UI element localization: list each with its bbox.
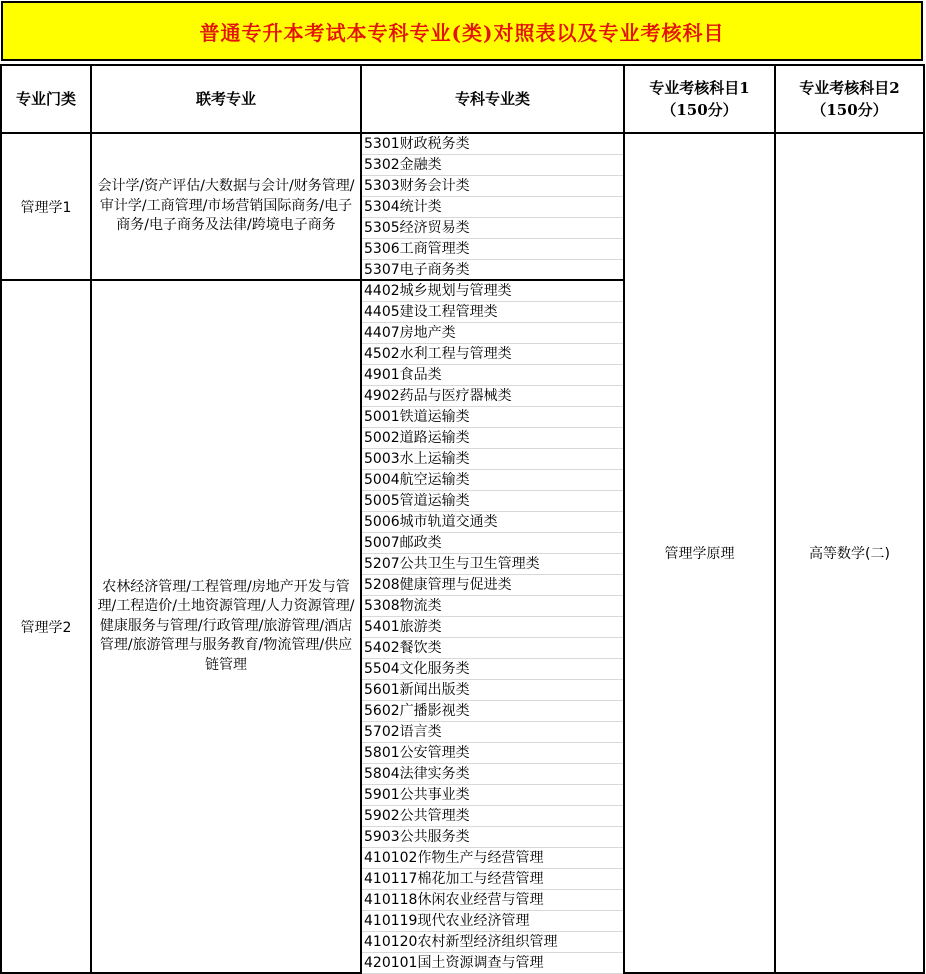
college-major-row: 4902药品与医疗器械类 — [362, 386, 623, 407]
college-major-row: 5305经济贸易类 — [362, 218, 623, 239]
header-category-label: 专业门类 — [15, 90, 76, 108]
college-major-row: 5308物流类 — [362, 596, 623, 617]
group2-college-major-list — [360, 281, 625, 974]
college-major-row: 5602广播影视类 — [362, 701, 623, 722]
college-major-row: 5801公安管理类 — [362, 743, 623, 764]
college-major-row: 420101国土资源调查与管理 — [362, 953, 623, 974]
college-major-row: 5504文化服务类 — [362, 659, 623, 680]
header-subject2-score: （150分） — [811, 101, 888, 119]
college-major-row: 5903公共服务类 — [362, 827, 623, 848]
college-major-row: 410118休闲农业经营与管理 — [362, 890, 623, 911]
college-major-row: 4502水利工程与管理类 — [362, 344, 623, 365]
college-major-row: 4901食品类 — [362, 365, 623, 386]
header-subject2-title: 专业考核科目2 — [799, 79, 900, 97]
group1-category — [0, 132, 92, 281]
college-major-row: 410117棉花加工与经营管理 — [362, 869, 623, 890]
college-major-row: 4405建设工程管理类 — [362, 302, 623, 323]
group1-exam-majors — [90, 132, 362, 281]
college-major-row: 5207公共卫生与卫生管理类 — [362, 554, 623, 575]
college-major-row: 5601新闻出版类 — [362, 680, 623, 701]
college-major-row: 5304统计类 — [362, 197, 623, 218]
college-major-row: 5702语言类 — [362, 722, 623, 743]
header-exam-major-label: 联考专业 — [195, 90, 256, 108]
college-major-row: 5306工商管理类 — [362, 239, 623, 260]
college-major-row: 410119现代农业经济管理 — [362, 911, 623, 932]
college-major-row: 5901公共事业类 — [362, 785, 623, 806]
subject2-value: 高等数学(二) — [809, 546, 890, 562]
header-college-major — [360, 64, 625, 134]
college-major-row: 5402餐饮类 — [362, 638, 623, 659]
college-major-row: 5902公共管理类 — [362, 806, 623, 827]
college-major-row: 410102作物生产与经营管理 — [362, 848, 623, 869]
college-major-row: 4402城乡规划与管理类 — [362, 281, 623, 302]
college-major-row: 4407房地产类 — [362, 323, 623, 344]
subject1-cell — [623, 132, 776, 974]
header-exam-major — [90, 64, 362, 134]
college-major-row: 5002道路运输类 — [362, 428, 623, 449]
header-subject1-score: （150分） — [661, 101, 738, 119]
header-subject1 — [623, 64, 776, 134]
group2-exam-majors-text: 农林经济管理/工程管理/房地产开发与管理/工程造价/土地资源管理/人力资源管理/健康服务与管理/行政管理/旅游管理/酒店管理/旅游管理与服务教育/物流管理/供应链管理 — [97, 578, 355, 673]
header-category — [0, 64, 92, 134]
college-major-row: 5303财务会计类 — [362, 176, 623, 197]
college-major-row: 5005管道运输类 — [362, 491, 623, 512]
group1-college-major-list — [360, 134, 625, 279]
college-major-row: 5003水上运输类 — [362, 449, 623, 470]
college-major-row: 5302金融类 — [362, 155, 623, 176]
college-major-row: 5007邮政类 — [362, 533, 623, 554]
college-major-row: 5004航空运输类 — [362, 470, 623, 491]
college-major-row: 5208健康管理与促进类 — [362, 575, 623, 596]
college-major-row: 5804法律实务类 — [362, 764, 623, 785]
group1-exam-majors-text: 会计学/资产评估/大数据与会计/财务管理/审计学/工商管理/市场营销国际商务/电子商务/电子商务及法律/跨境电子商务 — [97, 178, 355, 234]
header-college-major-label: 专科专业类 — [454, 90, 530, 108]
header-subject1-title: 专业考核科目1 — [649, 79, 750, 97]
table-title: 普通专升本考试本专科专业(类)对照表以及专业考核科目 — [199, 20, 725, 45]
college-major-row: 5006城市轨道交通类 — [362, 512, 623, 533]
group1-category-label: 管理学1 — [20, 199, 72, 216]
college-major-row: 410120农村新型经济组织管理 — [362, 932, 623, 953]
subject1-value: 管理学原理 — [664, 546, 735, 562]
college-major-row: 5401旅游类 — [362, 617, 623, 638]
group2-category — [0, 279, 92, 974]
header-subject2 — [774, 64, 925, 134]
table-title-bar — [1, 1, 923, 61]
college-major-row: 5001铁道运输类 — [362, 407, 623, 428]
group2-exam-majors — [90, 279, 362, 974]
college-major-row: 5307电子商务类 — [362, 260, 623, 281]
group2-category-label: 管理学2 — [20, 619, 72, 636]
college-major-row: 5301财政税务类 — [362, 134, 623, 155]
subject2-cell — [774, 132, 925, 974]
